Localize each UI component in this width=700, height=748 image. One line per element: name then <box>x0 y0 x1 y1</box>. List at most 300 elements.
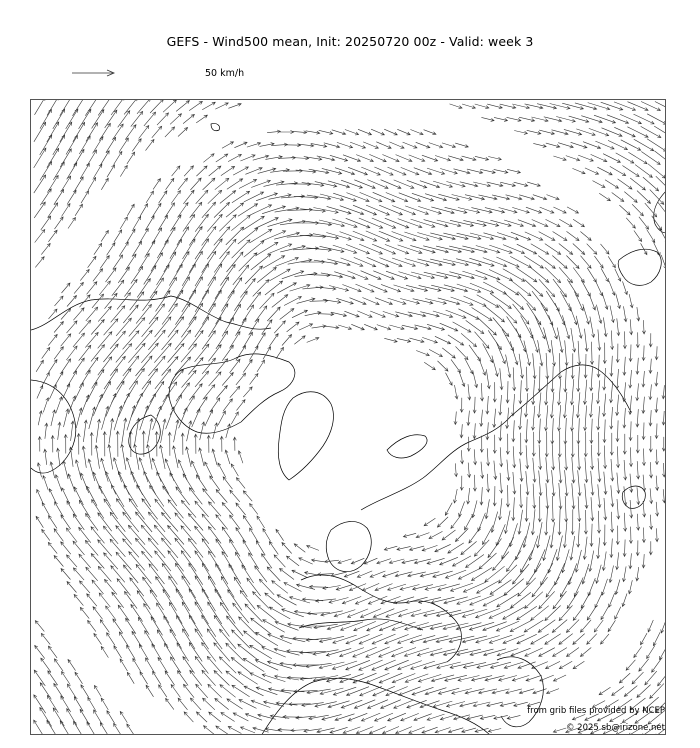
wind-arrow-icon <box>357 571 372 578</box>
wind-arrow-icon <box>655 346 658 359</box>
wind-arrow-icon <box>334 610 355 617</box>
wind-arrow-icon <box>489 635 512 643</box>
wind-arrow-icon <box>178 698 187 710</box>
wind-arrow-icon <box>332 219 357 228</box>
wind-arrow-icon <box>458 208 480 214</box>
wind-arrow-icon <box>79 109 91 129</box>
wind-arrow-icon <box>321 273 343 278</box>
wind-arrow-icon <box>403 533 416 537</box>
wind-arrow-icon <box>566 156 580 161</box>
wind-arrow-icon <box>407 180 427 188</box>
wind-arrow-icon <box>451 297 473 305</box>
wind-arrow-icon <box>41 633 50 644</box>
wind-arrow-icon <box>599 687 610 694</box>
wind-arrow-icon <box>79 527 91 542</box>
wind-arrow-icon <box>556 536 562 561</box>
wind-arrow-icon <box>202 227 216 246</box>
wind-arrow-icon <box>546 353 549 379</box>
wind-arrow-icon <box>578 444 581 470</box>
wind-arrow-icon <box>524 341 531 366</box>
wind-arrow-icon <box>516 328 526 352</box>
wind-arrow-icon <box>562 315 569 338</box>
wind-arrow-icon <box>386 609 408 617</box>
wind-arrow-icon <box>127 229 135 243</box>
wind-arrow-icon <box>47 100 58 115</box>
wind-arrow-icon <box>105 579 118 594</box>
wind-arrow-icon <box>437 517 448 527</box>
wind-arrow-icon <box>397 546 411 550</box>
wind-arrow-icon <box>634 231 642 242</box>
wind-arrow-icon <box>184 684 195 697</box>
wind-arrow-icon <box>570 536 575 560</box>
wind-arrow-icon <box>113 619 123 633</box>
wind-arrow-icon <box>164 227 175 244</box>
wind-arrow-icon <box>603 420 606 443</box>
wind-arrow-icon <box>76 408 82 428</box>
wind-arrow-icon <box>499 208 517 214</box>
wind-arrow-icon <box>99 281 110 295</box>
wind-arrow-icon <box>559 244 573 255</box>
wind-arrow-icon <box>64 409 69 427</box>
wind-arrow-icon <box>128 525 145 544</box>
wind-arrow-icon <box>520 484 523 507</box>
wind-arrow-icon <box>183 474 194 492</box>
wind-arrow-icon <box>81 473 89 493</box>
wind-arrow-icon <box>518 220 536 227</box>
wind-arrow-icon <box>243 387 252 397</box>
wind-arrow-icon <box>88 256 96 267</box>
wind-arrow-icon <box>94 685 101 696</box>
wind-arrow-icon <box>480 410 483 427</box>
wind-arrow-icon <box>136 564 151 583</box>
wind-arrow-icon <box>126 618 136 634</box>
wind-arrow-icon <box>443 649 468 656</box>
wind-arrow-icon <box>222 503 233 516</box>
wind-arrow-icon <box>54 556 63 567</box>
wind-arrow-icon <box>126 254 136 270</box>
wind-arrow-icon <box>82 446 86 468</box>
wind-arrow-icon <box>451 359 461 372</box>
wind-arrow-icon <box>195 239 209 259</box>
wind-arrow-icon <box>380 258 403 267</box>
wind-arrow-icon <box>591 471 594 495</box>
wind-arrow-icon <box>450 220 474 226</box>
wind-arrow-icon <box>189 615 202 636</box>
wind-arrow-icon <box>178 128 188 137</box>
wind-arrow-icon <box>73 308 84 320</box>
wind-arrow-icon <box>527 563 541 584</box>
wind-arrow-icon <box>361 609 382 618</box>
wind-arrow-icon <box>71 421 75 441</box>
wind-arrow-icon <box>321 611 343 616</box>
wind-arrow-icon <box>576 316 582 338</box>
wind-arrow-icon <box>512 497 515 520</box>
wind-arrow-icon <box>573 268 584 283</box>
wind-arrow-icon <box>34 720 46 735</box>
wind-arrow-icon <box>367 621 389 631</box>
wind-arrow-icon <box>584 510 587 534</box>
wind-arrow-icon <box>420 181 440 188</box>
wind-arrow-icon <box>642 449 645 466</box>
wind-arrow-icon <box>54 322 63 333</box>
wind-arrow-icon <box>195 576 208 598</box>
wind-arrow-icon <box>282 543 292 554</box>
wind-arrow-icon <box>575 103 597 110</box>
wind-arrow-icon <box>93 269 103 282</box>
wind-arrow-icon <box>216 386 227 399</box>
wind-arrow-icon <box>454 463 457 476</box>
wind-arrow-icon <box>630 500 633 518</box>
wind-arrow-icon <box>169 602 182 623</box>
wind-arrow-icon <box>276 529 284 540</box>
wind-arrow-icon <box>94 164 102 178</box>
wind-arrow-icon <box>165 203 174 217</box>
wind-arrow-icon <box>142 431 145 457</box>
wind-arrow-icon <box>179 408 188 428</box>
wind-arrow-icon <box>61 176 71 192</box>
wind-arrow-icon <box>601 102 623 110</box>
wind-arrow-icon <box>92 294 104 308</box>
wind-arrow-icon <box>332 130 346 135</box>
wind-arrow-icon <box>526 471 529 495</box>
wind-arrow-icon <box>61 696 71 712</box>
wind-arrow-icon <box>74 282 83 293</box>
wind-arrow-icon <box>460 424 463 438</box>
wind-arrow-icon <box>531 244 549 254</box>
wind-arrow-icon <box>649 333 652 347</box>
wind-arrow-icon <box>608 256 615 267</box>
wind-arrow-icon <box>67 190 76 204</box>
wind-arrow-icon <box>372 634 395 644</box>
wind-arrow-icon <box>610 407 613 429</box>
wind-arrow-icon <box>470 595 494 605</box>
wind-arrow-icon <box>274 321 285 333</box>
wind-arrow-icon <box>623 408 626 428</box>
wind-arrow-icon <box>73 541 85 555</box>
wind-arrow-icon <box>636 332 639 347</box>
wind-arrow-icon <box>498 498 502 519</box>
wind-arrow-icon <box>242 305 254 323</box>
wind-arrow-icon <box>389 325 404 330</box>
wind-arrow-icon <box>41 243 50 254</box>
wind-arrow-icon <box>411 219 435 227</box>
wind-arrow-icon <box>250 504 258 515</box>
wind-arrow-icon <box>514 131 527 135</box>
wind-arrow-icon <box>44 449 47 465</box>
wind-arrow-icon <box>642 554 645 568</box>
wind-arrow-icon <box>398 661 422 670</box>
wind-arrow-icon <box>459 502 465 517</box>
wind-arrow-icon <box>340 648 364 657</box>
wind-arrow-icon <box>563 522 567 547</box>
wind-arrow-icon <box>585 484 588 509</box>
wind-arrow-icon <box>322 714 342 720</box>
wind-arrow-icon <box>75 204 82 216</box>
wind-arrow-icon <box>127 406 135 431</box>
wind-arrow-icon <box>171 657 182 673</box>
wind-arrow-icon <box>418 259 443 266</box>
wind-arrow-icon <box>545 606 561 621</box>
wind-arrow-icon <box>244 192 264 202</box>
wind-arrow-icon <box>67 709 77 726</box>
wind-arrow-icon <box>98 357 112 375</box>
wind-arrow-icon <box>114 230 122 242</box>
wind-arrow-icon <box>152 126 162 138</box>
wind-arrow-icon <box>386 271 408 279</box>
wind-arrow-icon <box>208 576 221 598</box>
wind-arrow-icon <box>534 549 545 573</box>
wind-arrow-icon <box>480 436 483 452</box>
wind-arrow-icon <box>325 560 339 563</box>
wind-arrow-icon <box>639 217 649 229</box>
wind-arrow-icon <box>320 194 344 201</box>
wind-arrow-icon <box>489 270 512 281</box>
wind-arrow-icon <box>535 315 546 339</box>
wind-arrow-icon <box>381 700 401 709</box>
wind-arrow-icon <box>136 512 153 532</box>
wind-arrow-icon <box>593 181 606 188</box>
wind-arrow-icon <box>235 552 246 570</box>
wind-arrow-icon <box>107 165 115 177</box>
wind-arrow-icon <box>370 311 385 317</box>
wind-arrow-icon <box>49 360 57 373</box>
wind-arrow-icon <box>35 621 44 632</box>
wind-arrow-icon <box>41 216 51 230</box>
wind-arrow-icon <box>408 572 426 577</box>
wind-arrow-icon <box>67 582 77 593</box>
wind-arrow-icon <box>530 328 539 353</box>
wind-arrow-icon <box>453 489 457 503</box>
wind-arrow-icon <box>553 156 566 161</box>
wind-arrow-icon <box>506 408 509 429</box>
wind-arrow-icon <box>109 419 114 444</box>
wind-arrow-icon <box>80 269 89 280</box>
wind-arrow-icon <box>643 501 646 517</box>
wind-arrow-icon <box>619 673 630 683</box>
wind-arrow-icon <box>166 698 174 709</box>
wind-arrow-icon <box>67 501 77 517</box>
wind-arrow-icon <box>405 259 429 267</box>
wind-arrow-icon <box>394 180 414 189</box>
wind-arrow-icon <box>53 135 65 155</box>
wind-arrow-icon <box>348 609 369 618</box>
wind-arrow-icon <box>577 523 580 547</box>
wind-arrow-icon <box>541 563 553 585</box>
wind-arrow-icon <box>624 513 627 531</box>
wind-arrow-icon <box>629 294 633 308</box>
wind-arrow-icon <box>186 447 192 467</box>
wind-arrow-icon <box>34 695 46 713</box>
wind-arrow-icon <box>623 382 626 401</box>
wind-arrow-icon <box>92 110 104 129</box>
wind-arrow-icon <box>462 104 475 109</box>
wind-arrow-icon <box>74 487 83 505</box>
wind-arrow-icon <box>284 297 301 306</box>
wind-arrow-icon <box>53 708 64 726</box>
wind-arrow-icon <box>125 591 138 608</box>
wind-arrow-icon <box>449 610 474 617</box>
wind-arrow-icon <box>196 475 207 491</box>
wind-arrow-icon <box>430 259 455 266</box>
wind-arrow-icon <box>90 433 93 456</box>
wind-arrow-icon <box>173 446 179 468</box>
wind-arrow-icon <box>200 422 205 440</box>
wind-arrow-icon <box>559 605 572 620</box>
wind-arrow-icon <box>538 340 543 366</box>
wind-arrow-icon <box>512 420 515 441</box>
wind-arrow-icon <box>346 634 370 644</box>
wind-arrow-icon <box>139 126 149 139</box>
wind-arrow-icon <box>119 393 130 416</box>
wind-arrow-icon <box>177 616 190 637</box>
wind-arrow-icon <box>632 672 644 684</box>
wind-arrow-icon <box>450 662 473 668</box>
wind-arrow-icon <box>256 242 278 255</box>
wind-arrow-icon <box>567 279 578 296</box>
wind-arrow-icon <box>512 394 515 416</box>
wind-arrow-icon <box>131 393 142 416</box>
wind-arrow-icon <box>446 373 453 386</box>
map-panel <box>30 99 666 735</box>
wind-arrow-icon <box>584 354 587 378</box>
wind-arrow-icon <box>60 122 72 142</box>
wind-arrow-icon <box>269 269 290 281</box>
wind-arrow-icon <box>449 246 474 253</box>
wind-arrow-icon <box>42 529 50 540</box>
wind-arrow-icon <box>656 476 659 491</box>
wind-arrow-icon <box>473 423 476 438</box>
wind-arrow-icon <box>497 593 519 607</box>
wind-arrow-icon <box>574 291 583 310</box>
wind-arrow-icon <box>490 580 511 595</box>
wind-arrow-icon <box>107 243 115 256</box>
wind-arrow-icon <box>341 622 363 631</box>
wind-arrow-icon <box>558 431 561 457</box>
wind-arrow-icon <box>61 542 71 554</box>
wind-arrow-icon <box>141 525 158 545</box>
wind-arrow-icon <box>299 324 313 330</box>
wind-arrow-icon <box>379 673 402 683</box>
wind-arrow-icon <box>491 662 512 668</box>
wind-arrow-icon <box>410 338 425 343</box>
wind-arrow-icon <box>493 382 496 402</box>
wind-arrow-icon <box>570 379 573 405</box>
wind-arrow-icon <box>629 421 632 440</box>
wind-arrow-icon <box>184 166 193 176</box>
wind-arrow-icon <box>443 259 468 266</box>
wind-arrow-icon <box>268 634 292 644</box>
wind-arrow-icon <box>341 180 362 188</box>
wind-arrow-icon <box>577 367 580 392</box>
wind-arrow-icon <box>436 636 461 643</box>
wind-arrow-icon <box>456 346 469 359</box>
wind-arrow-icon <box>533 143 546 147</box>
wind-arrow-icon <box>532 432 535 456</box>
wind-arrow-icon <box>507 715 520 719</box>
wind-arrow-icon <box>529 536 538 561</box>
wind-arrow-icon <box>462 609 487 617</box>
wind-arrow-icon <box>151 253 163 272</box>
wind-arrow-icon <box>524 393 527 417</box>
wind-arrow-icon <box>325 326 339 329</box>
wind-arrow-icon <box>269 334 278 347</box>
wind-arrow-icon <box>628 580 632 594</box>
wind-arrow-icon <box>104 369 118 389</box>
wind-arrow-icon <box>398 245 422 254</box>
wind-arrow-icon <box>527 182 540 186</box>
wind-arrow-icon <box>532 380 535 405</box>
wind-arrow-icon <box>489 245 512 253</box>
wind-arrow-icon <box>208 264 222 286</box>
wind-arrow-icon <box>595 592 602 607</box>
wind-arrow-icon <box>493 435 496 453</box>
wind-arrow-icon <box>195 264 209 286</box>
wind-arrow-icon <box>430 649 455 656</box>
wind-arrow-icon <box>280 220 306 225</box>
map-title: GEFS - Wind500 mean, Init: 20250720 00z - Valid: week 3 <box>166 34 534 49</box>
wind-arrow-icon <box>497 649 518 657</box>
wind-arrow-icon <box>595 141 614 149</box>
wind-arrow-icon <box>236 528 246 543</box>
wind-arrow-icon <box>590 419 593 444</box>
wind-arrow-icon <box>457 284 481 293</box>
wind-arrow-icon <box>605 180 619 188</box>
wind-arrow-icon <box>424 362 435 369</box>
wind-arrow-icon <box>623 434 626 454</box>
wind-arrow-icon <box>283 169 303 172</box>
wind-arrow-icon <box>523 523 530 548</box>
wind-arrow-icon <box>572 483 575 509</box>
wind-arrow-icon <box>476 608 500 618</box>
wind-arrow-icon <box>630 474 633 493</box>
wind-arrow-icon <box>615 580 620 595</box>
wind-arrow-icon <box>208 190 222 203</box>
wind-arrow-icon <box>195 551 209 571</box>
wind-arrow-icon <box>476 246 500 254</box>
wind-arrow-icon <box>127 645 135 659</box>
wind-arrow-icon <box>580 232 591 241</box>
wind-arrow-icon <box>424 130 436 135</box>
wind-arrow-icon <box>328 701 350 708</box>
wind-arrow-icon <box>133 216 141 229</box>
wind-arrow-icon <box>106 472 116 495</box>
wind-arrow-icon <box>521 316 533 339</box>
wind-arrow-icon <box>392 648 416 657</box>
wind-arrow-icon <box>114 151 122 164</box>
wind-arrow-icon <box>189 101 202 110</box>
wind-arrow-icon <box>444 285 468 292</box>
wind-arrow-icon <box>487 448 490 465</box>
wind-arrow-icon <box>552 620 567 633</box>
wind-arrow-icon <box>150 590 163 610</box>
wind-arrow-icon <box>589 551 594 572</box>
wind-arrow-icon <box>385 244 409 254</box>
wind-arrow-icon <box>74 594 83 605</box>
wind-arrow-icon <box>587 268 596 282</box>
wind-arrow-icon <box>425 194 446 201</box>
wind-arrow-icon <box>345 130 359 135</box>
wind-arrow-icon <box>578 497 581 522</box>
wind-arrow-icon <box>547 689 560 694</box>
wind-arrow-icon <box>384 546 397 550</box>
wind-arrow-icon <box>297 298 315 304</box>
wind-arrow-icon <box>47 122 59 142</box>
wind-arrow-icon <box>438 584 460 591</box>
wind-arrow-icon <box>294 336 305 344</box>
wind-arrow-icon <box>210 476 220 490</box>
wind-arrow-icon <box>660 644 667 659</box>
wind-arrow-icon <box>157 265 170 285</box>
